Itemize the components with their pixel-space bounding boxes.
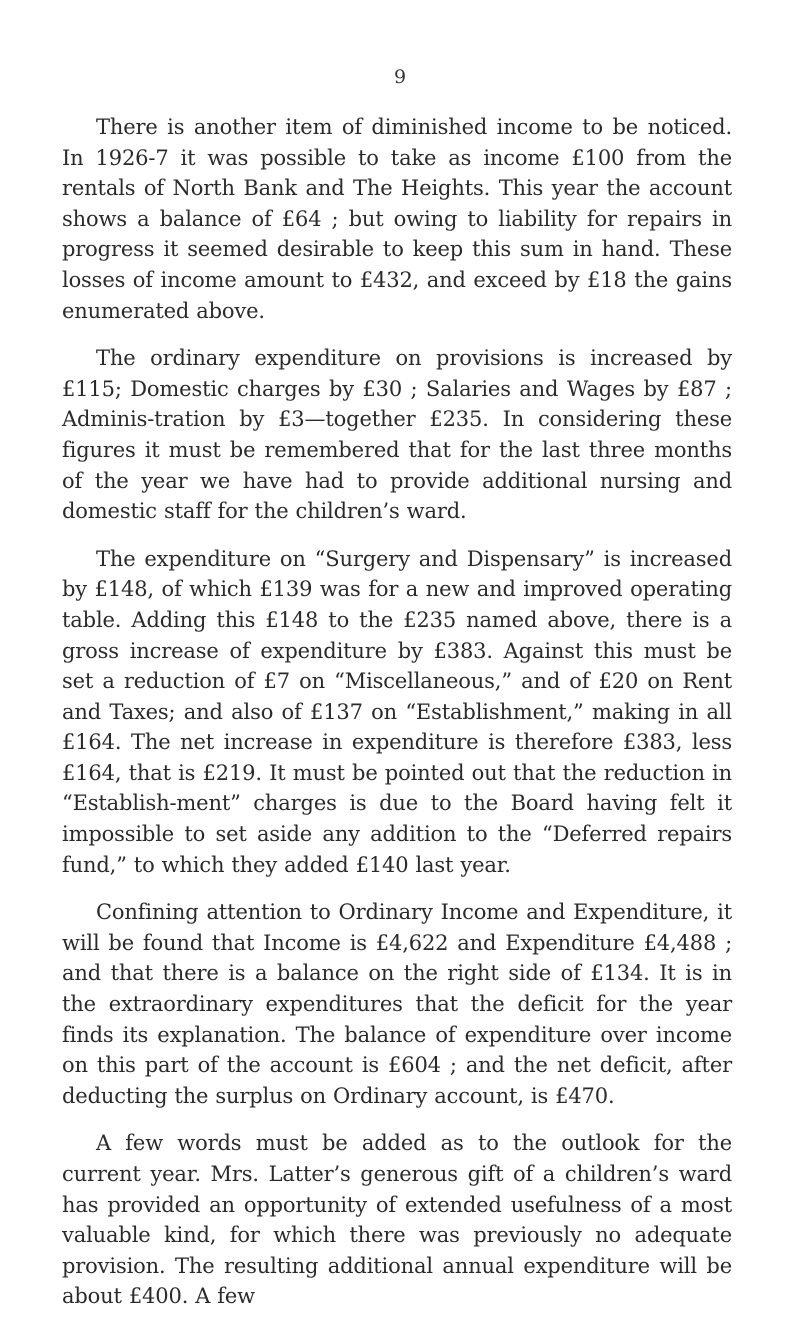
paragraph-surgery-dispensary: The expenditure on “Surgery and Dispensary” is increased by £148, of which £139 was for a new and improved operating table. Adding this £148 to the £235 named above, there is a gross increase of expenditure by £383. Against this must be set a reduction of £7 on “Miscellaneous,” and of £20 on Rent and Taxes; and also of £137 on “Establishment,” making in all £164. The net increase in expenditure is therefore £383, less £164, that is £219. It must be pointed out that the reduction in “Establish-ment” charges is due to the Board having felt it impossible to set aside any addition to the “Deferred repairs fund,” to which they added £140 last year. (62, 546, 732, 877)
page-number: 9 (393, 66, 407, 88)
paragraph-ordinary-income: Confining attention to Ordinary Income and Expenditure, it will be found that Income is £4,622 and Expenditure £4,488 ; and that there is a balance on the right side of £134. It is in the extraordinary expenditures that the deficit for the year finds its explanation. The balance of expenditure over income on this part of the account is £604 ; and the net deficit, after deducting the surplus on Ordinary account, is £470. (62, 900, 732, 1108)
body-text (62, 112, 732, 1312)
paragraph-ordinary-expenditure: The ordinary expenditure on provisions is increased by £115; Domestic charges by £30 ; Salaries and Wages by £87 ; Adminis-tration by £3—together £235. In considering these figures it must be remembered that for the last three months of the year we have had to provide additional nursing and domestic staff for the children’s ward. (62, 346, 732, 524)
paragraph-income-losses: There is another item of diminished income to be noticed. In 1926-7 it was possible to take as income £100 from the rentals of North Bank and The Heights. This year the account shows a balance of £64 ; but owing to liability for repairs in progress it seemed desirable to keep this sum in hand. These losses of income amount to £432, and exceed by £18 the gains enumerated above. (62, 115, 732, 323)
paragraph-outlook: A few words must be added as to the outlook for the current year. Mrs. Latter’s generous gift of a children’s ward has provided an opportunity of extended usefulness of a most valuable kind, for which there was previously no adequate provision. The resulting additional annual expenditure will be about £400. A few (62, 1131, 732, 1309)
